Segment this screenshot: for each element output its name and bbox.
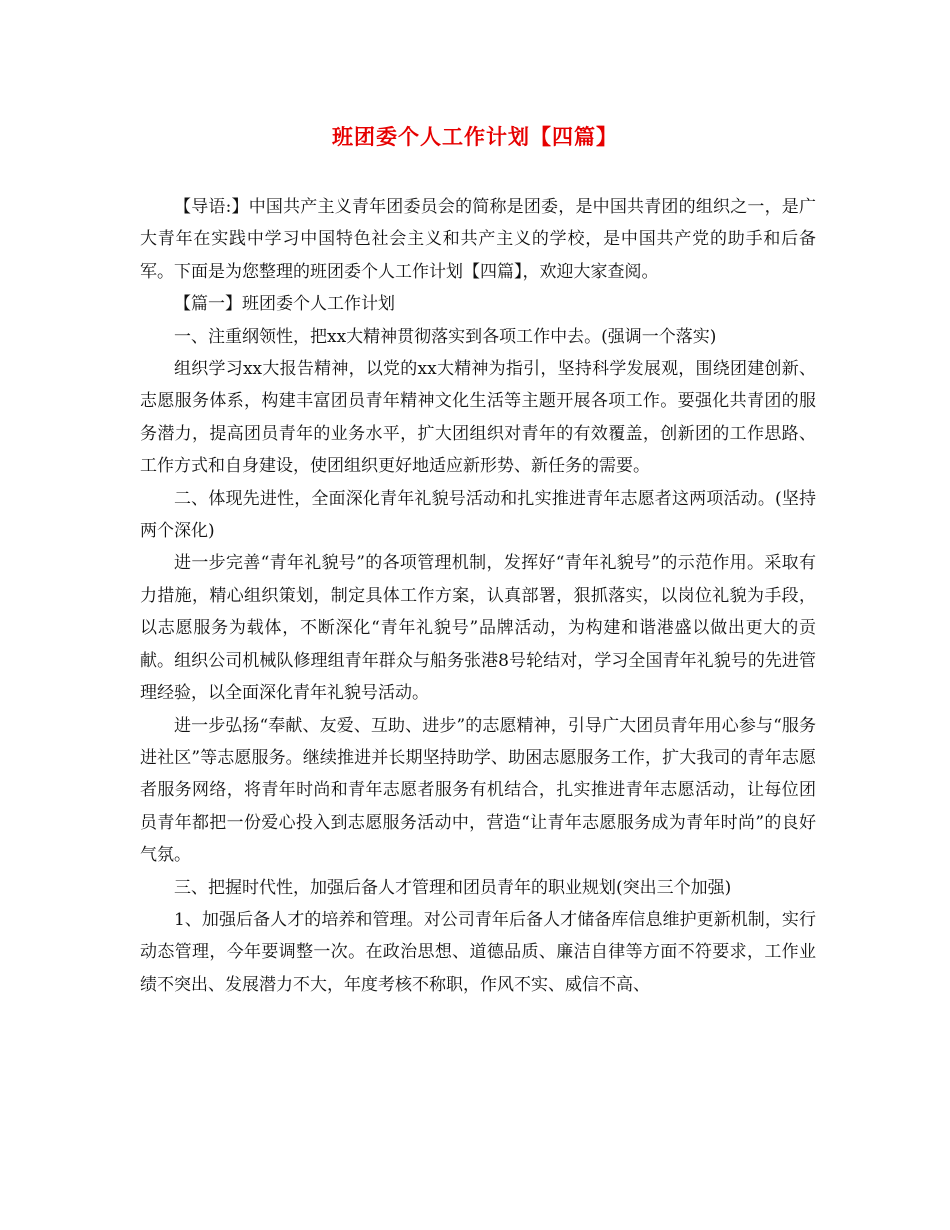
paragraph-point-one-body: 组织学习xx大报告精神，以党的xx大精神为指引，坚持科学发展观，围绕团建创新、志愿服务体系，构建丰富团员青年精神文化生活等主题开展各项工作。要强化共青团的服务潜力，提高团员青年的业务水平，扩大团组织对青年的有效覆盖，创新团的工作思路、工作方式和自身建设，使团组织更好地适应新形势、新任务的需要。 — [140, 359, 816, 477]
paragraph-point-three-heading: 三、把握时代性，加强后备人才管理和团员青年的职业规划(突出三个加强) — [174, 877, 732, 898]
paragraph-point-two-heading: 二、体现先进性，全面深化青年礼貌号活动和扎实推进青年志愿者这两项活动。(坚持两个深化) — [140, 488, 816, 542]
paragraph-point-one-heading: 一、注重纲领性，把xx大精神贯彻落实到各项工作中去。(强调一个落实) — [174, 326, 717, 347]
paragraph-point-three-body: 1、加强后备人才的培养和管理。对公司青年后备人才储备库信息维护更新机制，实行动态管理，今年要调整一次。在政治思想、道德品质、廉洁自律等方面不符要求，工作业绩不突出、发展潜力不大，年度考核不称职，作风不实、威信不高、 — [140, 909, 816, 995]
paragraph-intro: 【导语:】中国共产主义青年团委员会的简称是团委，是中国共青团的组织之一，是广大青年在实践中学习中国特色社会主义和共产主义的学校，是中国共产党的助手和后备军。下面是为您整理的班团委个人工作计划【四篇】，欢迎大家查阅。 — [140, 197, 816, 282]
paragraph-point-two-body-b: 进一步弘扬“奉献、友爱、互助、进步”的志愿精神，引导广大团员青年用心参与“服务进社区”等志愿服务。继续推进并长期坚持助学、助困志愿服务工作，扩大我司的青年志愿者服务网络，将青年时尚和青年志愿者服务有机结合，扎实推进青年志愿活动，让每位团员青年都把一份爱心投入到志愿服务活动中，营造“让青年志愿服务成为青年时尚”的良好气氛。 — [140, 715, 816, 866]
document-title: 班团委个人工作计划【四篇】 — [332, 125, 618, 149]
paragraph-point-two-body-a: 进一步完善“青年礼貌号”的各项管理机制，发挥好“青年礼貌号”的示范作用。采取有力措施，精心组织策划，制定具体工作方案，认真部署，狠抓落实，以岗位礼貌为手段，以志愿服务为载体，不断深化“青年礼貌号”品牌活动，为构建和谐港盛以做出更大的贡献。组织公司机械队修理组青年群众与船务张港8号轮结对，学习全国青年礼貌号的先进管理经验，以全面深化青年礼貌号活动。 — [140, 553, 816, 704]
document-body — [140, 191, 816, 1001]
paragraph-section-heading: 【篇一】班团委个人工作计划 — [174, 294, 395, 315]
